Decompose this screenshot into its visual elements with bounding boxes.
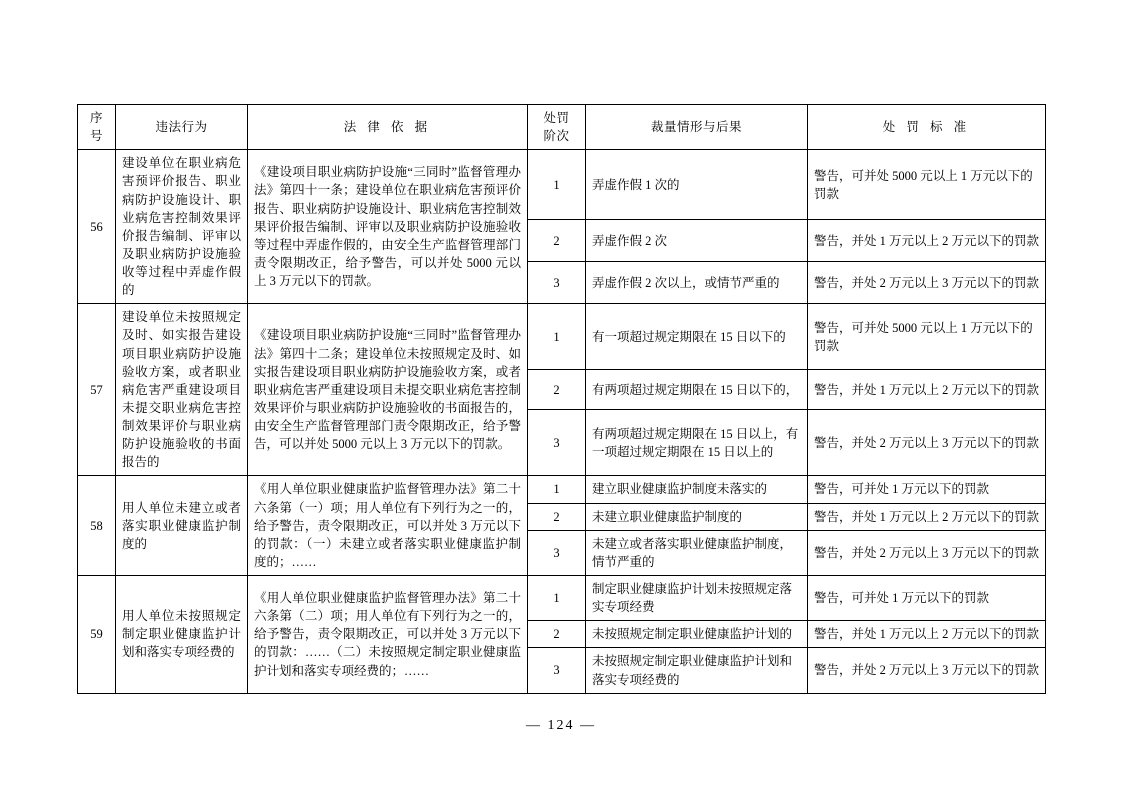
cell-penalty-standard: 警告，并处 1 万元以上 2 万元以下的罚款 [808, 370, 1046, 410]
cell-sequence: 57 [78, 304, 116, 476]
cell-circumstance: 制定职业健康监护计划未按照规定落实专项经费 [586, 576, 808, 621]
column-header-penalty-standard: 处 罚 标 准 [808, 105, 1046, 150]
table-row [78, 304, 1046, 370]
cell-penalty-level: 1 [528, 304, 586, 370]
column-header-violation: 违法行为 [116, 105, 248, 150]
cell-penalty-level: 3 [528, 648, 586, 693]
cell-penalty-level: 2 [528, 220, 586, 262]
cell-penalty-standard: 警告，并处 2 万元以上 3 万元以下的罚款 [808, 648, 1046, 693]
cell-legal-basis: 《建设项目职业病防护设施“三同时”监督管理办法》第四十二条；建设单位未按照规定及时、如实报告建设项目职业病防护设施验收方案，或者职业病危害严重建设项目未提交职业病危害控制效果评价与职业病防护设施验收的书面报告的，由安全生产监督管理部门责令限期改正，给予警告，可以并处 5000 元以上 3 万元以下的罚款。 [248, 304, 528, 476]
cell-penalty-standard: 警告，可并处 1 万元以下的罚款 [808, 576, 1046, 621]
cell-penalty-standard: 警告，并处 2 万元以上 3 万元以下的罚款 [808, 262, 1046, 304]
cell-circumstance: 未按照规定制定职业健康监护计划和落实专项经费的 [586, 648, 808, 693]
table-row [78, 576, 1046, 621]
column-header-legal-basis: 法 律 依 据 [248, 105, 528, 150]
cell-circumstance: 弄虚作假 1 次的 [586, 150, 808, 220]
cell-violation: 用人单位未建立或者落实职业健康监护制度的 [116, 476, 248, 576]
cell-sequence: 59 [78, 576, 116, 694]
cell-penalty-level: 2 [528, 621, 586, 648]
cell-penalty-level: 2 [528, 503, 586, 530]
cell-penalty-standard: 警告，并处 2 万元以上 3 万元以下的罚款 [808, 530, 1046, 575]
cell-penalty-standard: 警告，可并处 5000 元以上 1 万元以下的罚款 [808, 304, 1046, 370]
table-row [78, 150, 1046, 220]
cell-circumstance: 弄虚作假 2 次 [586, 220, 808, 262]
cell-penalty-level: 2 [528, 370, 586, 410]
column-header-penalty-level-line1: 处罚 [543, 111, 570, 125]
cell-penalty-level: 1 [528, 576, 586, 621]
cell-penalty-standard: 警告，并处 1 万元以上 2 万元以下的罚款 [808, 220, 1046, 262]
cell-sequence: 58 [78, 476, 116, 576]
cell-circumstance: 建立职业健康监护制度未落实的 [586, 476, 808, 503]
cell-legal-basis: 《用人单位职业健康监护监督管理办法》第二十六条第（二）项；用人单位有下列行为之一的，给予警告，责令限期改正，可以并处 3 万元以下的罚款：……（二）未按照规定制定职业健康监护计划和落实专项经费的；…… [248, 576, 528, 694]
cell-sequence: 56 [78, 150, 116, 304]
cell-violation: 建设单位在职业病危害预评价报告、职业病防护设施设计、职业病危害控制效果评价报告编制、评审以及职业病防护设施验收等过程中弄虚作假的 [116, 150, 248, 304]
cell-circumstance: 弄虚作假 2 次以上，或情节严重的 [586, 262, 808, 304]
cell-circumstance: 未按照规定制定职业健康监护计划的 [586, 621, 808, 648]
cell-circumstance: 有一项超过规定期限在 15 日以下的 [586, 304, 808, 370]
cell-penalty-standard: 警告，可并处 5000 元以上 1 万元以下的罚款 [808, 150, 1046, 220]
cell-penalty-level: 3 [528, 530, 586, 575]
cell-circumstance: 有两项超过规定期限在 15 日以上，有一项超过规定期限在 15 日以上的 [586, 410, 808, 476]
column-header-sequence-line1: 序 [89, 111, 103, 125]
cell-penalty-level: 1 [528, 150, 586, 220]
table-header [78, 105, 1046, 150]
column-header-sequence-line2: 号 [89, 129, 103, 144]
cell-legal-basis: 《用人单位职业健康监护监督管理办法》第二十六条第（一）项；用人单位有下列行为之一的，给予警告，责令限期改正，可以并处 3 万元以下的罚款：（一）未建立或者落实职业健康监护制度的；…… [248, 476, 528, 576]
cell-penalty-standard: 警告，并处 1 万元以上 2 万元以下的罚款 [808, 621, 1046, 648]
cell-circumstance: 有两项超过规定期限在 15 日以下的， [586, 370, 808, 410]
column-header-sequence [78, 105, 116, 150]
cell-legal-basis: 《建设项目职业病防护设施“三同时”监督管理办法》第四十一条；建设单位在职业病危害预评价报告、职业病防护设施设计、职业病危害控制效果评价报告编制、评审以及职业病防护设施验收等过程中弄虚作假的，由安全生产监督管理部门责令限期改正，给予警告，可以并处 5000 元以上 3 万元以下的罚款。 [248, 150, 528, 304]
cell-penalty-level: 1 [528, 476, 586, 503]
penalty-discretion-table [77, 104, 1046, 694]
page-number: — 124 — [526, 718, 596, 733]
cell-circumstance: 未建立或者落实职业健康监护制度，情节严重的 [586, 530, 808, 575]
cell-violation: 建设单位未按照规定及时、如实报告建设项目职业病防护设施验收方案，或者职业病危害严重建设项目未提交职业病危害控制效果评价与职业病防护设施验收的书面报告的 [116, 304, 248, 476]
cell-penalty-standard: 警告，并处 1 万元以上 2 万元以下的罚款 [808, 503, 1046, 530]
cell-penalty-standard: 警告，并处 2 万元以上 3 万元以下的罚款 [808, 410, 1046, 476]
table-row [78, 476, 1046, 503]
cell-penalty-level: 3 [528, 262, 586, 304]
table-header-row [78, 105, 1046, 150]
cell-circumstance: 未建立职业健康监护制度的 [586, 503, 808, 530]
column-header-circumstance: 裁量情形与后果 [586, 105, 808, 150]
penalty-table-container [77, 104, 1045, 694]
column-header-penalty-level [528, 105, 586, 150]
table-body [78, 150, 1046, 693]
cell-penalty-level: 3 [528, 410, 586, 476]
cell-violation: 用人单位未按照规定制定职业健康监护计划和落实专项经费的 [116, 576, 248, 694]
cell-penalty-standard: 警告，可并处 1 万元以下的罚款 [808, 476, 1046, 503]
column-header-penalty-level-line2: 阶次 [543, 129, 570, 144]
